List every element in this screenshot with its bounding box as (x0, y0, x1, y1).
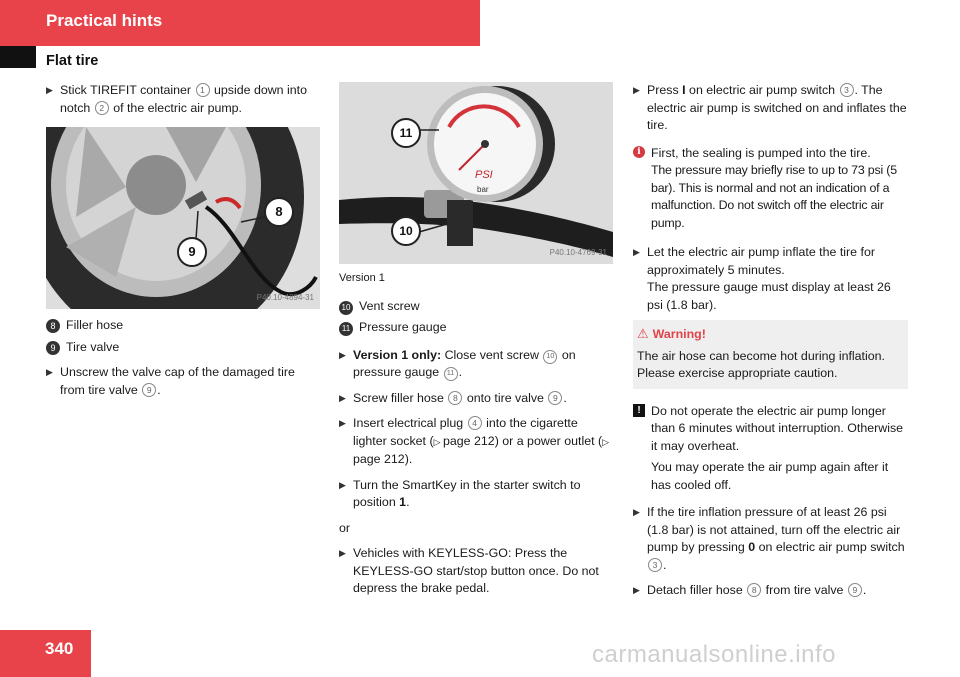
arrow-icon: ▶ (46, 367, 53, 377)
ref-number: 10 (543, 350, 557, 364)
arrow-icon: ▶ (339, 349, 346, 360)
ref-number: 8 (747, 583, 761, 597)
watermark: carmanualsonline.info (592, 641, 836, 668)
callout-10: 10 (391, 216, 421, 246)
step-detach-hose: ▶ Detach filler hose 8 from tire valve 9 . (633, 582, 908, 600)
tire-valve-photo (46, 127, 320, 309)
figure-code: P40.10-4894-31 (256, 292, 314, 302)
callout-8: 8 (264, 197, 294, 227)
arrow-icon: ▶ (633, 247, 640, 257)
header-marker (0, 46, 36, 68)
callout-9: 9 (177, 237, 207, 267)
ref-number: 2 (95, 101, 109, 115)
ref-number: 4 (468, 416, 482, 430)
column-3 (633, 82, 908, 608)
step-press-switch: ▶ Press I on electric air pump switch 3 . The electric air pump is switched on and inflates the tire. (633, 83, 907, 132)
exclamation-icon: ! (633, 404, 645, 417)
ref-number: 11 (444, 367, 458, 381)
ref-number: 1 (196, 83, 210, 97)
pressure-gauge-photo (339, 82, 613, 264)
notice-note: ! Do not operate the electric air pump longer than 6 minutes without interruption. Otherwise it may overheat. You may operate the air pump again after it has cooled off. (633, 403, 908, 495)
warning-box (633, 320, 908, 389)
or-text: or (339, 520, 351, 535)
section-title: Practical hints (46, 11, 163, 30)
info-note: i First, the sealing is pumped into the tire. The pressure may briefly rise to up to 73 psi (5 bar). This is normal and not an indication of a malfunction. Do not switch off the electric air pump. (633, 145, 908, 233)
step-stick-container: ▶ Stick TIREFIT container 1 upside down into notch 2 of the electric air pump. (46, 83, 307, 115)
ref-number: 9 (142, 383, 156, 397)
legend-item: 9 Tire valve (46, 339, 322, 357)
step-insert-plug: ▶ Insert electrical plug 4 into the cigarette lighter socket (▷ page 212) or a power outlet (▷ page 212). (339, 416, 610, 466)
step-unscrew-cap: ▶ Unscrew the valve cap of the damaged tire from tire valve 9 . (46, 365, 295, 397)
step-screw-filler-hose: ▶ Screw filler hose 8 onto tire valve 9 . (339, 390, 613, 408)
step-keyless-go: ▶ Vehicles with KEYLESS-GO: Press the KEYLESS-GO start/stop button once. Do not depress the brake pedal. (339, 546, 599, 595)
arrow-icon: ▶ (339, 479, 346, 490)
page-number: 340 (45, 639, 74, 658)
ref-number: 9 (548, 391, 562, 405)
arrow-icon: ▶ (339, 418, 346, 428)
legend-number: 10 (339, 301, 353, 315)
warning-text: The air hose can become hot during inflation. Please exercise appropriate caution. (637, 348, 885, 380)
arrow-icon: ▶ (339, 392, 346, 403)
ref-number: 8 (448, 391, 462, 405)
page-ref-icon: ▷ (433, 436, 443, 447)
gauge-unit-2: bar (477, 185, 489, 194)
ref-number: 3 (648, 558, 662, 572)
figure-caption: Version 1 (339, 272, 385, 284)
step-turn-smartkey: ▶ Turn the SmartKey in the starter switch to position 1. (339, 477, 581, 509)
step-inflate: ▶ Let the electric air pump inflate the tire for approximately 5 minutes. The pressure gauge must display at least 26 psi (1.8 bar). (633, 245, 891, 312)
legend-number: 11 (339, 322, 353, 336)
arrow-icon: ▶ (633, 507, 640, 517)
gauge-unit: PSI (475, 169, 493, 181)
legend-number: 9 (46, 341, 60, 355)
legend-item: 8 Filler hose (46, 317, 322, 335)
column-1 (46, 82, 322, 407)
step-turn-off-pump: ▶ If the tire inflation pressure of at least 26 psi (1.8 bar) is not attained, turn off the electric air pump by pressing 0 on electric air pump switch 3 . (633, 505, 905, 572)
arrow-icon: ▶ (46, 85, 53, 95)
step-close-vent-screw: ▶ Version 1 only: Close vent screw 10 on pressure gauge 11 . (339, 347, 576, 379)
legend-item: 10 Vent screw (339, 298, 613, 316)
ref-number: 3 (840, 83, 854, 97)
page-ref-link[interactable]: page 212 (353, 452, 405, 466)
column-2 (339, 82, 613, 606)
arrow-icon: ▶ (633, 585, 640, 595)
gauge-illustration (339, 82, 613, 264)
arrow-icon: ▶ (339, 548, 346, 558)
legend-item: 11 Pressure gauge (339, 319, 613, 337)
page-ref-icon: ▷ (602, 436, 610, 447)
info-icon: i (633, 146, 645, 158)
callout-11: 11 (391, 118, 421, 148)
warning-icon: ⚠ (637, 326, 649, 341)
subsection-title: Flat tire (46, 53, 99, 69)
legend-number: 8 (46, 319, 60, 333)
figure-code: P40.10-4769-31 (549, 247, 607, 257)
ref-number: 9 (848, 583, 862, 597)
page-ref-link[interactable]: page 212 (443, 433, 495, 448)
arrow-icon: ▶ (633, 85, 640, 95)
warning-title: ⚠ Warning! (637, 326, 706, 341)
